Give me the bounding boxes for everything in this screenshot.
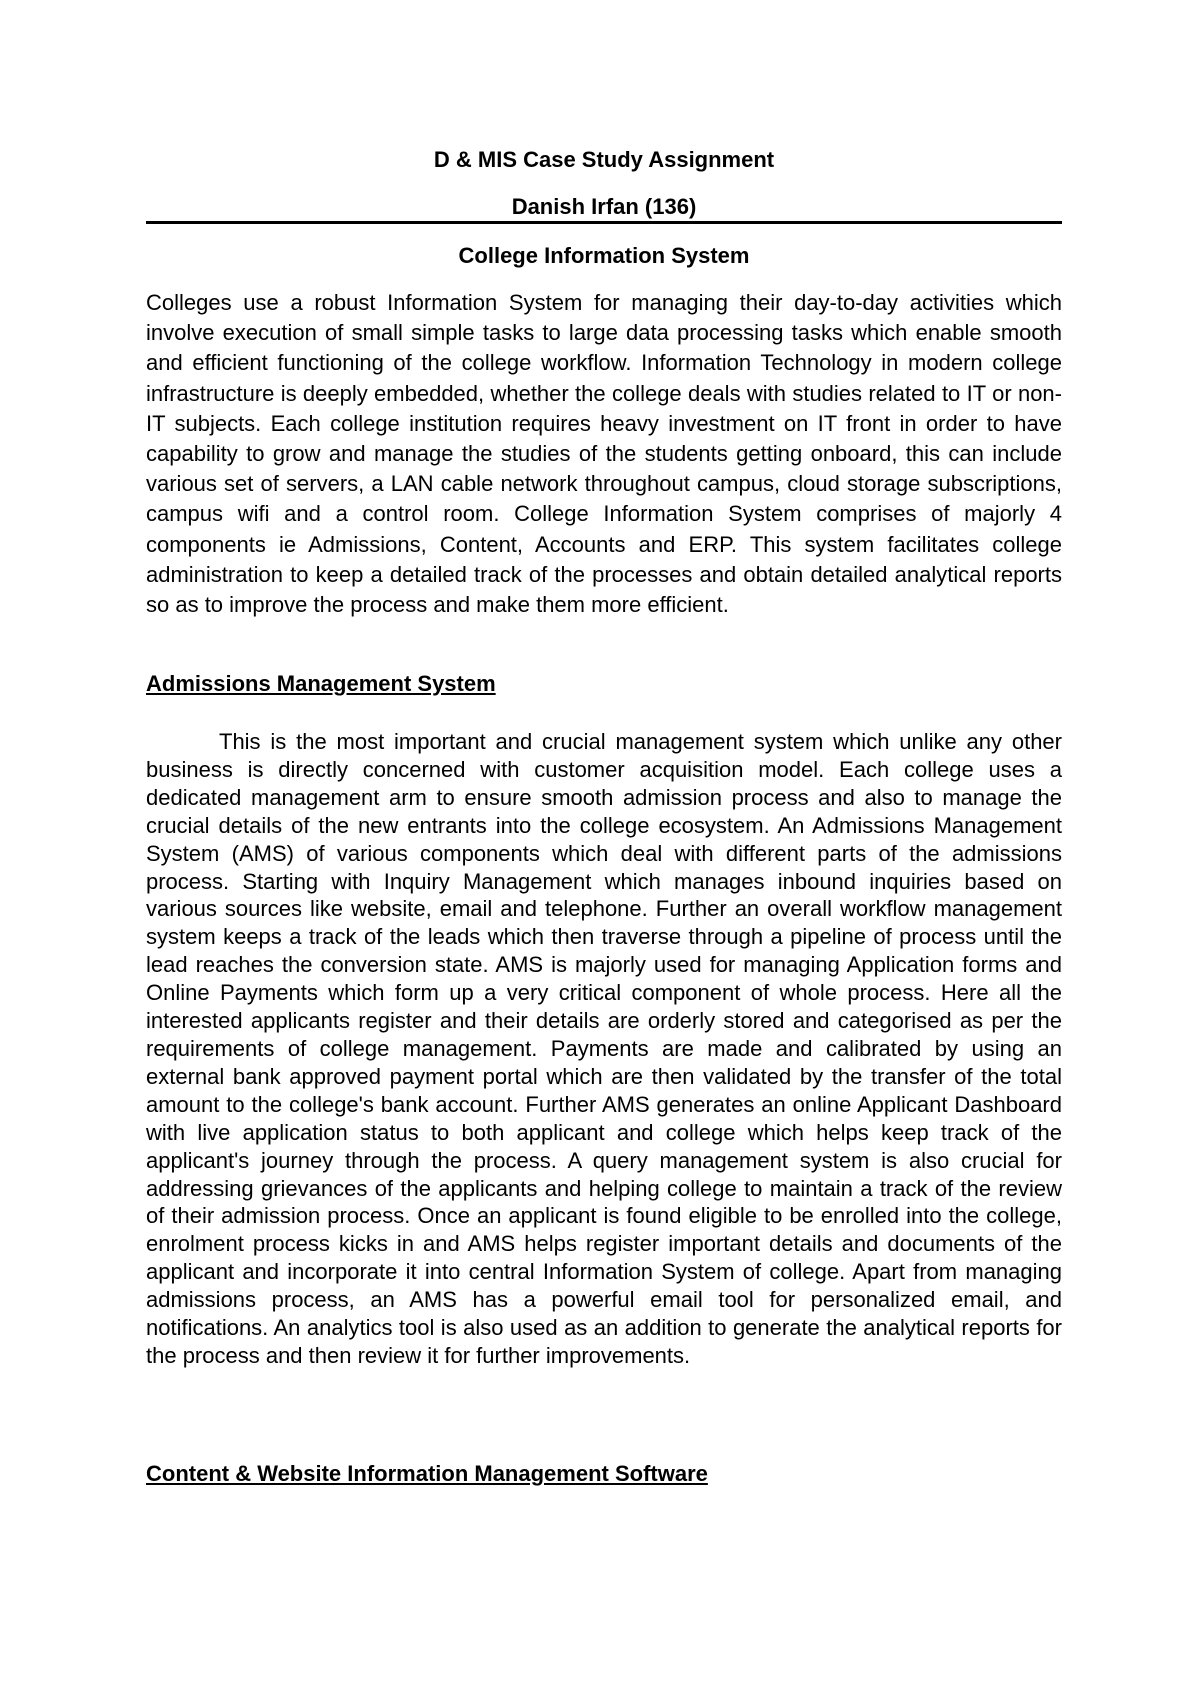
author-line: Danish Irfan (136) bbox=[511, 194, 697, 219]
section-title: College Information System bbox=[458, 243, 750, 268]
ams-heading: Admissions Management System bbox=[146, 671, 496, 696]
header-divider bbox=[146, 221, 1062, 224]
document-title: D & MIS Case Study Assignment bbox=[433, 147, 775, 172]
cms-heading: Content & Website Information Management Software bbox=[146, 1461, 708, 1486]
ams-paragraph: This is the most important and crucial management system which unlike any other business is directly concerned with customer acquisition model. Each college uses a dedicated management arm to ensure smooth admission process and also to manage the crucial details of the new entrants into the college ecosystem. An Admissions Management System (AMS) of various components which deal with different parts of the admissions process. Starting with Inquiry Management which manages inbound inquiries based on various sources like website, email and telephone. Further an overall workflow management system keeps a track of the leads which then traverse through a pipeline of process until the lead reaches the conversion state. AMS is majorly used for managing Application forms and Online Payments which form up a very critical component of whole process. Here all the interested applicants register and their details are orderly stored and categorised as per the requirements of college management. Payments are made and calibrated by using an external bank approved payment portal which are then validated by the transfer of the total amount to the college's bank account. Further AMS generates an online Applicant Dashboard with live application status to both applicant and college which helps keep track of the applicant's journey through the process. A query management system is also crucial for addressing grievances of the applicants and helping college to maintain a track of the review of their admission process. Once an applicant is found eligible to be enrolled into the college, enrolment process kicks in and AMS helps register important details and documents of the applicant and incorporate it into central Information System of college. Apart from managing admissions process, an AMS has a powerful email tool for personalized email, and notifications. An analytics tool is also used as an addition to generate the analytical reports for the process and then review it for further improvements. bbox=[146, 729, 1062, 1368]
intro-paragraph: Colleges use a robust Information System for managing their day-to-day activities which involve execution of small simple tasks to large data processing tasks which enable smooth and efficient functioning of the college workflow. Information Technology in modern college infrastructure is deeply embedded, whether the college deals with studies related to IT or non-IT subjects. Each college institution requires heavy investment on IT front in order to have capability to grow and manage the studies of the students getting onboard, this can include various set of servers, a LAN cable network throughout campus, cloud storage subscriptions, campus wifi and a control room. College Information System comprises of majorly 4 components ie Admissions, Content, Accounts and ERP. This system facilitates college administration to keep a detailed track of the processes and obtain detailed analytical reports so as to improve the process and make them more efficient. bbox=[146, 290, 1062, 618]
